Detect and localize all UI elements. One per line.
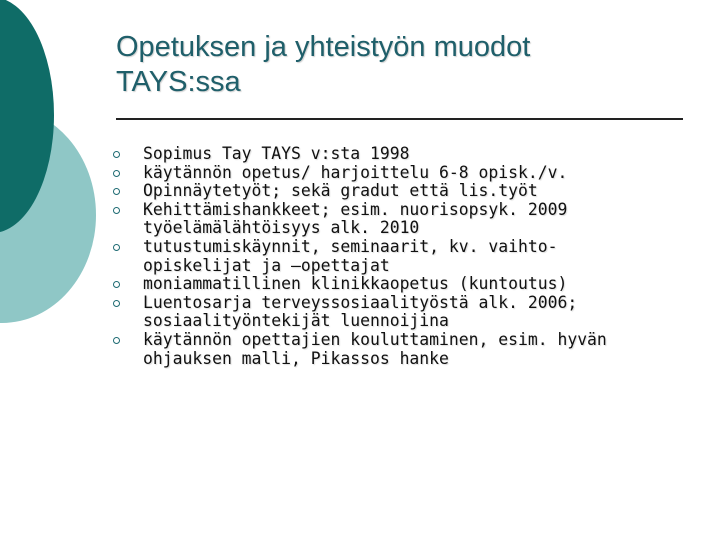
- bullet-item: [112, 145, 687, 164]
- bullet-text: käytännön opettajien kouluttaminen, esim. hyvän ohjauksen malli, Pikassos hanke: [143, 329, 607, 368]
- hollow-circle-bullet-icon: [113, 170, 120, 177]
- hollow-circle-bullet-icon: [113, 300, 120, 307]
- bullet-text: moniammatillinen klinikkaopetus (kuntoutus): [143, 274, 568, 294]
- bullet-text: tutustumiskäynnit, seminaarit, kv. vaihto- opiskelijat ja –opettajat: [143, 236, 558, 275]
- hollow-circle-bullet-icon: [113, 244, 120, 251]
- hollow-circle-bullet-icon: [113, 337, 120, 344]
- teal-circles-decoration: [0, 0, 120, 330]
- bullet-item: [112, 238, 687, 275]
- bullet-item: [112, 164, 687, 183]
- slide-title: Opetuksen ja yhteistyön muodot TAYS:ssa: [116, 31, 531, 98]
- bullet-item: [112, 331, 687, 368]
- hollow-circle-bullet-icon: [113, 207, 120, 214]
- bullet-text: Kehittämishankkeet; esim. nuorisopsyk. 2009 työelämälähtöisyys alk. 2010: [143, 199, 568, 238]
- bullet-text: Sopimus Tay TAYS v:sta 1998: [143, 144, 410, 163]
- bullet-text: Opinnäytetyöt; sekä gradut että lis.työt: [143, 181, 538, 201]
- hollow-circle-bullet-icon: [113, 281, 120, 288]
- bullet-item: [112, 275, 687, 294]
- hollow-circle-bullet-icon: [113, 188, 120, 195]
- bullet-item: [112, 294, 687, 331]
- bullet-text: käytännön opetus/ harjoittelu 6-8 opisk./v.: [143, 162, 568, 182]
- hollow-circle-bullet-icon: [113, 151, 120, 158]
- bullet-item: [112, 201, 687, 238]
- bullet-item: [112, 182, 687, 201]
- title-divider: [116, 118, 683, 120]
- bullet-list: [112, 145, 687, 368]
- bullet-text: Luentosarja terveyssosiaalityöstä alk. 2006; sosiaalityöntekijät luennoijina: [143, 292, 578, 331]
